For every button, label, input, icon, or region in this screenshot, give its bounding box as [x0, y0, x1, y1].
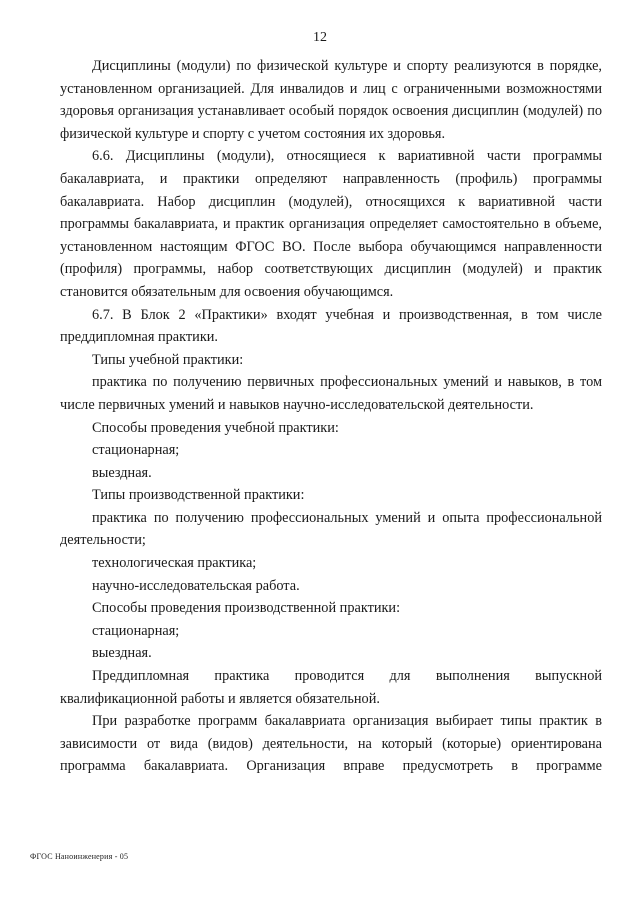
- production-practice-methods-heading: Способы проведения производственной практики:: [92, 600, 401, 617]
- production-method-stationary: стационарная;: [92, 622, 180, 639]
- paragraph-practice-selection: При разработке программ бакалавриата организация выбирает типы практик в зависимости от вида (видов) деятельности, на который (которые) ориентирована программа бакалавриата. Организация вправе предусмотреть в программе: [60, 713, 602, 775]
- production-practice-types-heading: Типы производственной практики:: [92, 487, 305, 504]
- production-practice-technological: технологическая практика;: [92, 555, 257, 572]
- document-body: [60, 55, 602, 778]
- page-number: 12: [313, 30, 327, 45]
- paragraph-prediploma: Преддипломная практика проводится для выполнения выпускной квалификационной работы и является обязательной.: [60, 668, 602, 707]
- educational-practice-methods-heading: Способы проведения учебной практики:: [92, 419, 339, 436]
- educational-practice-type-item: практика по получению первичных профессиональных умений и навыков, в том числе первичных умений и навыков научно-исследовательской деятельности.: [60, 374, 602, 413]
- production-practice-type-item: практика по получению профессиональных умений и опыта профессиональной деятельности;: [60, 509, 602, 549]
- footer-standard-code: ФГОС Наноинженерия - 05: [30, 852, 129, 861]
- paragraph-physical-culture: Дисциплины (модули) по физической культуре и спорту реализуются в порядке, установленном организацией. Для инвалидов и лиц с ограниченными возможностями здоровья организация устанавливает особый порядок освоения дисциплин (модулей) по физической культуре и спорту с учетом состояния их здоровья.: [60, 58, 602, 142]
- method-field: выездная.: [92, 464, 152, 481]
- paragraph-6-6: 6.6. Дисциплины (модули), относящиеся к вариативной части программы бакалавриата, и практики определяют направленность (профиль) программы бакалавриата. Набор дисциплин (модулей), относящихся к вариативной части программы бакалавриата, и практик организация определяет самостоятельно в объеме, установленном настоящим ФГОС ВО. После выбора обучающимся направленности (профиля) программы, набор соответствующих дисциплин (модулей) и практик становится обязательным для освоения обучающимся.: [60, 148, 602, 300]
- production-method-field: выездная.: [92, 645, 152, 662]
- method-stationary: стационарная;: [92, 442, 180, 459]
- production-practice-research: научно-исследовательская работа.: [92, 577, 300, 594]
- paragraph-6-7: 6.7. В Блок 2 «Практики» входят учебная и производственная, в том числе преддипломная практики.: [60, 306, 602, 346]
- educational-practice-types-heading: Типы учебной практики:: [92, 351, 244, 368]
